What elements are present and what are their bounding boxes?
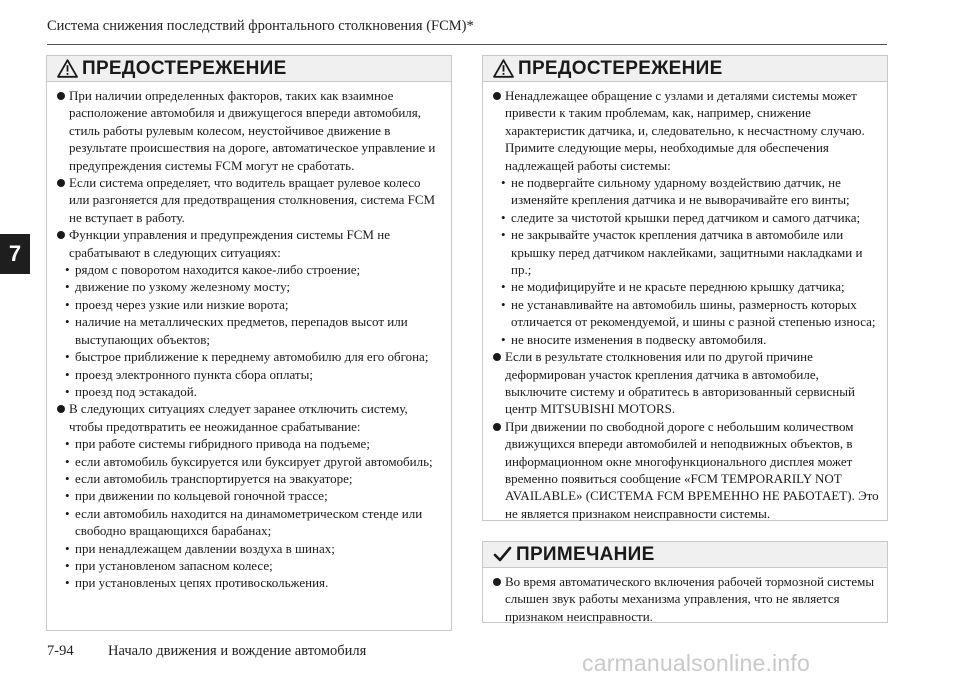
sub-item xyxy=(493,226,879,278)
sub-bullet-marker: • xyxy=(501,296,506,312)
bullet-item xyxy=(57,174,443,226)
bullet-dot-icon xyxy=(57,405,65,413)
sub-item-text: если автомобиль буксируется или буксирует другой автомобиль; xyxy=(75,453,433,469)
sub-bullet-marker: • xyxy=(501,279,506,295)
sub-item xyxy=(57,278,443,295)
right-warning-header xyxy=(483,56,887,82)
bullet-item xyxy=(493,87,879,174)
sub-item xyxy=(493,174,879,209)
bullet-text: Ненадлежащее обращение с узлами и деталями системы может привести к таким проблемам, как, например, снижение характеристик датчика, и, следовательно, к несчастному случаю. Примите следующие меры, необходимые для обеспечения надлежащей работы системы: xyxy=(505,88,865,173)
sub-bullet-marker: • xyxy=(65,296,70,312)
sub-bullet-marker: • xyxy=(501,175,506,191)
sub-bullet-marker: • xyxy=(65,575,70,591)
sub-item xyxy=(57,261,443,278)
sub-item xyxy=(57,557,443,574)
sub-bullet-marker: • xyxy=(65,453,70,469)
sub-item-text: не устанавливайте на автомобиль шины, размерность которых отличается от рекомендуемой, и шины с разной степенью износа; xyxy=(511,296,876,330)
sub-item-text: движение по узкому железному мосту; xyxy=(75,279,291,295)
page-header: Система снижения последствий фронтального столкновения (FCM)* xyxy=(47,18,474,34)
left-warning-header xyxy=(47,56,451,82)
watermark: carmanualsonline.info xyxy=(582,650,810,676)
sub-item xyxy=(493,331,879,348)
sub-item-text: при установленых цепях противоскольжения. xyxy=(75,575,329,591)
sub-bullet-marker: • xyxy=(65,366,70,382)
left-warning-title: ПРЕДОСТЕРЕЖЕНИЕ xyxy=(82,57,287,79)
note-header xyxy=(483,542,887,568)
sub-bullet-marker: • xyxy=(65,436,70,452)
sub-item-text: не вносите изменения в подвеску автомобиля. xyxy=(511,331,767,347)
bullet-text: Во время автоматического включения рабочей тормозной системы слышен звук работы механизма управления, что не является признаком неисправности. xyxy=(505,574,875,624)
bullet-item xyxy=(57,400,443,435)
bullet-item xyxy=(57,226,443,261)
sub-item-text: рядом с поворотом находится какое-либо строение; xyxy=(75,262,361,278)
sub-bullet-marker: • xyxy=(501,227,506,243)
bullet-text: При движении по свободной дороге с небольшим количеством движущихся впереди автомобилей и неподвижных объектов, в информационном окне многофункционального дисплея может временно появиться сообщение «FCM TEMPORARILY NOT AVAILABLE» (СИСТЕМА FCM ВРЕМЕННО НЕ РАБОТАЕТ). Это не является признаком неисправности системы. xyxy=(505,418,879,521)
sub-item xyxy=(57,540,443,557)
sub-bullet-marker: • xyxy=(65,262,70,278)
checkmark-icon xyxy=(493,546,512,563)
bullet-item xyxy=(57,87,443,174)
sub-item xyxy=(57,348,443,365)
sub-item-text: не модифицируйте и не красьте переднюю крышку датчика; xyxy=(511,279,845,295)
sub-item xyxy=(57,435,443,452)
note-title: ПРИМЕЧАНИЕ xyxy=(516,543,655,565)
sub-item-text: следите за чистотой крышки перед датчиком и самого датчика; xyxy=(511,209,861,225)
left-warning-box xyxy=(46,55,452,631)
bullet-dot-icon xyxy=(57,231,65,239)
sub-item-text: при работе системы гибридного привода на подъеме; xyxy=(75,436,370,452)
sub-bullet-marker: • xyxy=(501,331,506,347)
bullet-text: Функции управления и предупреждения системы FCM не срабатывают в следующих ситуациях: xyxy=(69,227,390,260)
sub-item-text: наличие на металлических предметов, перепадов высот или выступающих объектов; xyxy=(75,314,408,347)
sub-item-text: при установленом запасном колесе; xyxy=(75,557,273,573)
bullet-dot-icon xyxy=(57,92,65,100)
sub-bullet-marker: • xyxy=(501,209,506,225)
bullet-text: Если в результате столкновения или по другой причине деформирован участок крепления датчика в автомобиле, выключите систему и обратитесь в авторизованный сервисный центр MITSUBISHI MOTORS. xyxy=(505,349,855,417)
sub-item xyxy=(57,470,443,487)
sub-item-text: проезд электронного пункта сбора оплаты; xyxy=(75,366,313,382)
warning-triangle-icon xyxy=(493,59,514,78)
sub-item-text: проезд под эстакадой. xyxy=(75,383,197,399)
note-body xyxy=(483,568,887,625)
sub-bullet-marker: • xyxy=(65,279,70,295)
bullet-dot-icon xyxy=(493,423,501,431)
sub-bullet-marker: • xyxy=(65,383,70,399)
note-box xyxy=(482,541,888,623)
sub-item-text: при ненадлежащем давлении воздуха в шинах; xyxy=(75,540,335,556)
header-rule xyxy=(47,44,887,45)
sub-item-text: не подвергайте сильному ударному воздействию датчик, не изменяйте крепления датчика и не выворачивайте его винты; xyxy=(511,175,850,208)
sub-item-text: при движении по кольцевой гоночной трассе; xyxy=(75,488,328,504)
footer-title: Начало движения и вождение автомобиля xyxy=(108,643,367,659)
sub-item-text: если автомобиль находится на динамометрическом стенде или свободно вращающихся барабанах; xyxy=(75,505,423,539)
sub-item xyxy=(57,487,443,504)
bullet-dot-icon xyxy=(493,353,501,361)
sub-bullet-marker: • xyxy=(65,314,70,330)
sub-item xyxy=(57,383,443,400)
warning-triangle-icon xyxy=(57,59,78,78)
right-warning-title: ПРЕДОСТЕРЕЖЕНИЕ xyxy=(518,57,723,79)
bullet-text: В следующих ситуациях следует заранее отключить систему, чтобы предотвратить ее неожиданное срабатывание: xyxy=(69,401,408,434)
bullet-item xyxy=(493,418,879,522)
bullet-dot-icon xyxy=(493,92,501,100)
bullet-text: Если система определяет, что водитель вращает рулевое колесо или разгоняется для предотвращения столкновения, система FCM не вступает в работу. xyxy=(69,175,436,225)
sub-bullet-marker: • xyxy=(65,349,70,365)
left-warning-body xyxy=(47,82,451,592)
sub-item xyxy=(57,574,443,591)
bullet-dot-icon xyxy=(57,179,65,187)
sub-item xyxy=(57,313,443,348)
page-number: 7-94 xyxy=(47,643,74,659)
sub-item xyxy=(57,505,443,540)
sub-bullet-marker: • xyxy=(65,540,70,556)
sub-item-text: если автомобиль транспортируется на эвакуаторе; xyxy=(75,470,353,486)
chapter-tab: 7 xyxy=(0,234,30,274)
sub-bullet-marker: • xyxy=(65,505,70,521)
sub-item-text: проезд через узкие или низкие ворота; xyxy=(75,296,289,312)
sub-item-text: не закрывайте участок крепления датчика в автомобиле или крышку перед датчиком наклейками, защитными накладками и пр.; xyxy=(511,227,863,278)
sub-item xyxy=(57,453,443,470)
bullet-item xyxy=(493,348,879,418)
sub-bullet-marker: • xyxy=(65,488,70,504)
sub-bullet-marker: • xyxy=(65,557,70,573)
right-warning-body xyxy=(483,82,887,522)
sub-item xyxy=(493,296,879,331)
sub-item xyxy=(493,278,879,295)
sub-item-text: быстрое приближение к переднему автомобилю для его обгона; xyxy=(75,349,429,365)
right-warning-box xyxy=(482,55,888,521)
bullet-item xyxy=(493,573,879,625)
bullet-dot-icon xyxy=(493,578,501,586)
bullet-text: При наличии определенных факторов, таких как взаимное расположение автомобиля и движущегося впереди автомобиля, стиль работы рулевым колесом, неустойчивое движение в результате происшествия на дороге, автоматическое управление и предупреждения системы FCM могут не сработать. xyxy=(69,88,436,173)
sub-bullet-marker: • xyxy=(65,470,70,486)
sub-item xyxy=(57,296,443,313)
sub-item xyxy=(493,209,879,226)
sub-item xyxy=(57,366,443,383)
